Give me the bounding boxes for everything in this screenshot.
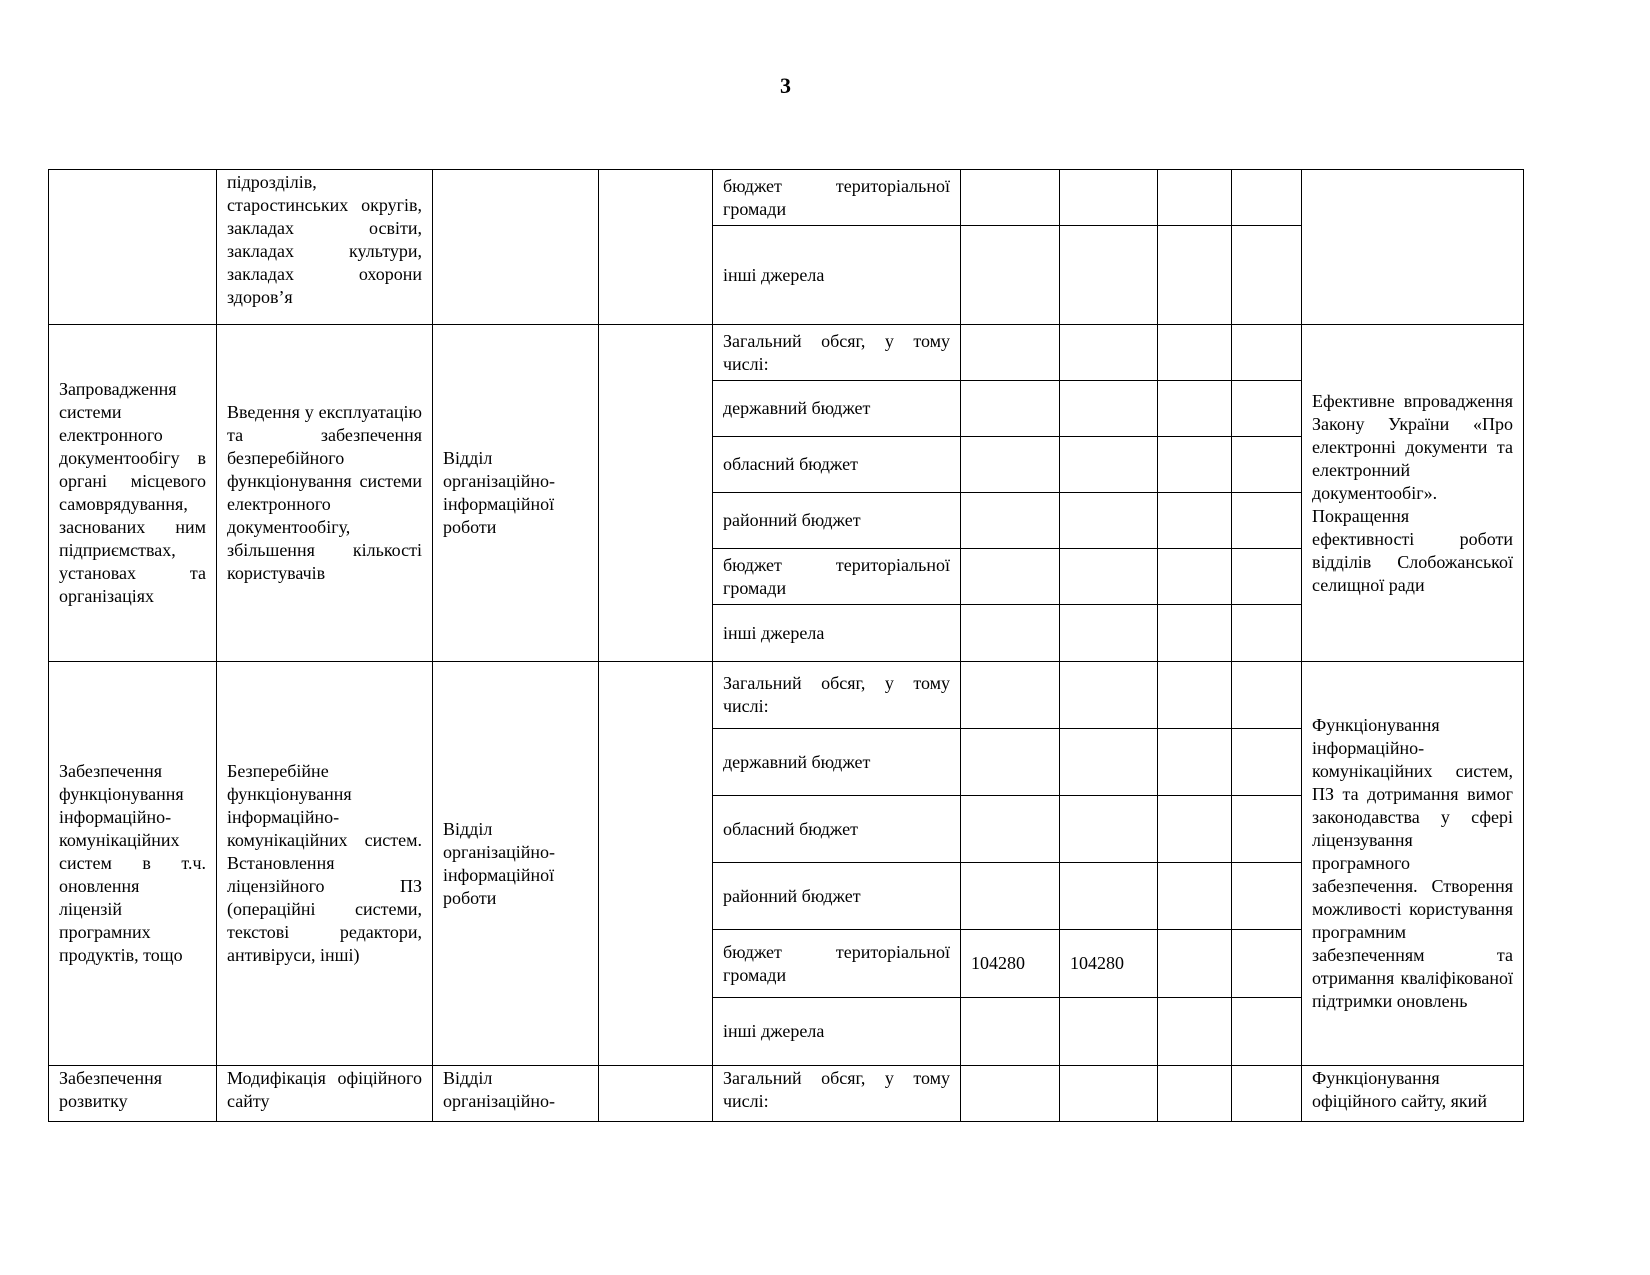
page-number: 3 [780, 73, 791, 98]
table-row [49, 170, 1524, 226]
amount-cell [1232, 549, 1302, 605]
amount-cell [1158, 796, 1232, 863]
amount-cell [1060, 493, 1158, 549]
amount-cell [1232, 1066, 1302, 1122]
amount-cell [1158, 381, 1232, 437]
amount-cell [1158, 662, 1232, 729]
amount-cell: 104280 [1060, 930, 1158, 998]
amount-cell [1232, 729, 1302, 796]
task-cell [49, 170, 217, 325]
amount-cell [1060, 605, 1158, 662]
amount-cell [1060, 226, 1158, 325]
table-row [49, 1066, 1524, 1122]
amount-cell [1232, 863, 1302, 930]
amount-cell [961, 662, 1060, 729]
funding-source-cell: Загальний обсяг, у тому числі: [713, 662, 961, 729]
funding-source-cell: обласний бюджет [713, 796, 961, 863]
amount-cell [1060, 863, 1158, 930]
amount-cell [1158, 863, 1232, 930]
amount-cell [961, 381, 1060, 437]
executor-cell: Відділ організаційно-інформаційної роботи [433, 662, 599, 1066]
amount-cell [1232, 930, 1302, 998]
amount-cell [1232, 437, 1302, 493]
amount-cell [961, 437, 1060, 493]
amount-cell [1060, 729, 1158, 796]
amount-cell [1232, 381, 1302, 437]
funding-source-cell: районний бюджет [713, 863, 961, 930]
amount-cell [961, 863, 1060, 930]
funding-source-cell: державний бюджет [713, 381, 961, 437]
amount-cell [961, 1066, 1060, 1122]
funding-source-cell: інші джерела [713, 605, 961, 662]
amount-cell [1158, 1066, 1232, 1122]
activity-cell: Модифікація офіційного сайту [217, 1066, 433, 1122]
amount-cell [1232, 998, 1302, 1066]
amount-cell [1060, 662, 1158, 729]
amount-cell [1060, 998, 1158, 1066]
activity-cell: Введення у експлуатацію та забезпечення безперебійного функціонування системи електронного документообігу, збільшення кількості користувачів [217, 325, 433, 662]
amount-cell [1232, 605, 1302, 662]
funding-source-cell: інші джерела [713, 226, 961, 325]
executor-cell [433, 170, 599, 325]
activity-cell: підрозділів, старостинських округів, закладах освіти, закладах культури, закладах охорони здоров’я [217, 170, 433, 325]
task-cell: Забезпечення функціонування інформаційно-комунікаційних систем в т.ч. оновлення ліцензій програмних продуктів, тощо [49, 662, 217, 1066]
executor-cell: Відділ організаційно- [433, 1066, 599, 1122]
amount-cell [1060, 549, 1158, 605]
amount-cell [1158, 549, 1232, 605]
amount-cell [1060, 325, 1158, 381]
funding-source-cell: районний бюджет [713, 493, 961, 549]
funding-source-cell: Загальний обсяг, у тому числі: [713, 1066, 961, 1122]
amount-cell [961, 493, 1060, 549]
amount-cell [1232, 170, 1302, 226]
amount-cell [961, 325, 1060, 381]
amount-cell [1158, 226, 1232, 325]
amount-cell [1158, 170, 1232, 226]
amount-cell: 104280 [961, 930, 1060, 998]
funding-source-cell: бюджет територіальної громади [713, 170, 961, 226]
amount-cell [1158, 493, 1232, 549]
task-cell: Забезпечення розвитку [49, 1066, 217, 1122]
amount-cell [1232, 226, 1302, 325]
result-cell: Функціонування інформаційно-комунікаційних систем, ПЗ та дотримання вимог законодавства у сфері ліцензування програмного забезпечення. Створення можливості користування програмним забезпеченням та отримання кваліфікованої підтримки оновлень [1302, 662, 1524, 1066]
amount-cell [1232, 325, 1302, 381]
amount-cell [1060, 1066, 1158, 1122]
amount-cell [961, 226, 1060, 325]
amount-cell [1232, 493, 1302, 549]
task-cell: Запровадження системи електронного документообігу в органі місцевого самоврядування, заснованих ним підприємствах, установах та організаціях [49, 325, 217, 662]
result-cell: Ефективне впровадження Закону України «Про електронні документи та електронний документообіг». Покращення ефективності роботи відділів Слобожанської селищної ради [1302, 325, 1524, 662]
funding-source-cell: обласний бюджет [713, 437, 961, 493]
amount-cell [1060, 437, 1158, 493]
term-cell [599, 1066, 713, 1122]
amount-cell [1158, 998, 1232, 1066]
amount-cell [961, 998, 1060, 1066]
amount-cell [1158, 930, 1232, 998]
executor-cell: Відділ організаційно-інформаційної роботи [433, 325, 599, 662]
program-table [48, 169, 1524, 1122]
result-cell: Функціонування офіційного сайту, який [1302, 1066, 1524, 1122]
amount-cell [961, 549, 1060, 605]
result-cell [1302, 170, 1524, 325]
term-cell [599, 662, 713, 1066]
term-cell [599, 325, 713, 662]
amount-cell [1060, 381, 1158, 437]
amount-cell [961, 729, 1060, 796]
table-row [49, 662, 1524, 729]
amount-cell [1232, 662, 1302, 729]
amount-cell [961, 605, 1060, 662]
amount-cell [1158, 729, 1232, 796]
funding-source-cell: бюджет територіальної громади [713, 930, 961, 998]
amount-cell [1232, 796, 1302, 863]
funding-source-cell: бюджет територіальної громади [713, 549, 961, 605]
funding-source-cell: державний бюджет [713, 729, 961, 796]
amount-cell [1060, 170, 1158, 226]
funding-source-cell: інші джерела [713, 998, 961, 1066]
term-cell [599, 170, 713, 325]
amount-cell [1158, 325, 1232, 381]
amount-cell [961, 796, 1060, 863]
activity-cell: Безперебійне функціонування інформаційно-комунікаційних систем. Встановлення ліцензійного ПЗ (операційні системи, текстові редактори, антивіруси, інші) [217, 662, 433, 1066]
amount-cell [1158, 437, 1232, 493]
table-row [49, 325, 1524, 381]
amount-cell [961, 170, 1060, 226]
amount-cell [1158, 605, 1232, 662]
funding-source-cell: Загальний обсяг, у тому числі: [713, 325, 961, 381]
amount-cell [1060, 796, 1158, 863]
